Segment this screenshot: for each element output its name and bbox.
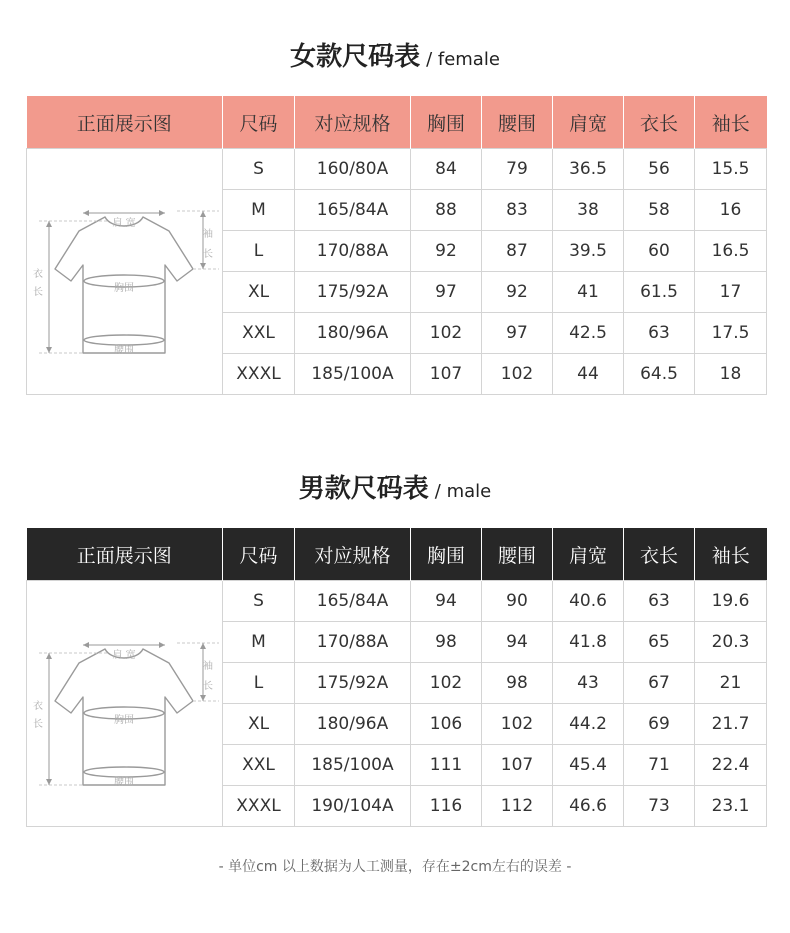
male-title: 男款尺码表 [298, 474, 429, 504]
shoulder-cell: 42.5 [553, 313, 624, 354]
sleeve-cell: 17.5 [695, 313, 767, 354]
sleeve-label-2: 长 [203, 680, 213, 692]
header-size: 尺码 [223, 96, 295, 149]
sleeve-label-1: 袖 [203, 660, 213, 672]
waist-cell: 90 [482, 581, 553, 622]
spec-cell: 185/100A [295, 354, 411, 395]
tshirt-icon [27, 609, 223, 799]
tshirt-icon [27, 177, 223, 367]
size-cell: XXXL [223, 786, 295, 827]
waist-cell: 107 [482, 745, 553, 786]
table-row [27, 581, 767, 622]
measurement-footnote: - 单位cm 以上数据为人工测量，存在±2cm左右的误差 - [218, 859, 572, 875]
header-spec: 对应规格 [295, 96, 411, 149]
spec-cell: 165/84A [295, 190, 411, 231]
chest-cell: 84 [411, 149, 482, 190]
tshirt-diagram [27, 581, 223, 827]
waist-cell: 102 [482, 704, 553, 745]
chest-label: 胸围 [114, 714, 134, 726]
chest-cell: 102 [411, 313, 482, 354]
sleeve-cell: 16 [695, 190, 767, 231]
female-title: 女款尺码表 [290, 42, 421, 72]
sleeve-cell: 18 [695, 354, 767, 395]
length-cell: 67 [624, 663, 695, 704]
shoulder-cell: 40.6 [553, 581, 624, 622]
chest-cell: 88 [411, 190, 482, 231]
sleeve-cell: 22.4 [695, 745, 767, 786]
shoulder-cell: 44 [553, 354, 624, 395]
header-front-view: 正面展示图 [27, 96, 223, 149]
size-cell: L [223, 663, 295, 704]
header-chest: 胸围 [411, 96, 482, 149]
size-cell: XL [223, 704, 295, 745]
male-section-title [0, 468, 790, 505]
header-chest: 胸围 [411, 528, 482, 581]
shoulder-cell: 46.6 [553, 786, 624, 827]
header-sleeve: 袖长 [695, 528, 767, 581]
shoulder-cell: 41.8 [553, 622, 624, 663]
shoulder-cell: 36.5 [553, 149, 624, 190]
chest-cell: 107 [411, 354, 482, 395]
shoulder-cell: 38 [553, 190, 624, 231]
chest-cell: 116 [411, 786, 482, 827]
waist-cell: 98 [482, 663, 553, 704]
sleeve-cell: 21.7 [695, 704, 767, 745]
sleeve-cell: 17 [695, 272, 767, 313]
spec-cell: 175/92A [295, 663, 411, 704]
length-cell: 65 [624, 622, 695, 663]
length-cell: 64.5 [624, 354, 695, 395]
tshirt-diagram [27, 149, 223, 395]
waist-cell: 97 [482, 313, 553, 354]
size-cell: XL [223, 272, 295, 313]
length-cell: 58 [624, 190, 695, 231]
length-cell: 69 [624, 704, 695, 745]
shoulder-label: 肩 宽 [112, 649, 136, 661]
waist-label: 腰围 [114, 344, 134, 356]
waist-cell: 83 [482, 190, 553, 231]
length-cell: 71 [624, 745, 695, 786]
sleeve-label-1: 袖 [203, 228, 213, 240]
chest-cell: 98 [411, 622, 482, 663]
chest-cell: 106 [411, 704, 482, 745]
chest-label: 胸围 [114, 282, 134, 294]
spec-cell: 190/104A [295, 786, 411, 827]
waist-cell: 112 [482, 786, 553, 827]
spec-cell: 180/96A [295, 313, 411, 354]
waist-cell: 102 [482, 354, 553, 395]
header-length: 衣长 [624, 96, 695, 149]
chest-cell: 94 [411, 581, 482, 622]
size-cell: XXL [223, 745, 295, 786]
spec-cell: 170/88A [295, 231, 411, 272]
header-shoulder: 肩宽 [553, 528, 624, 581]
length-cell: 63 [624, 581, 695, 622]
size-cell: M [223, 622, 295, 663]
length-label-1: 衣 [33, 700, 43, 712]
waist-cell: 94 [482, 622, 553, 663]
waist-label: 腰围 [114, 776, 134, 788]
header-waist: 腰围 [482, 96, 553, 149]
length-cell: 60 [624, 231, 695, 272]
spec-cell: 170/88A [295, 622, 411, 663]
size-cell: S [223, 581, 295, 622]
size-cell: XXXL [223, 354, 295, 395]
shoulder-cell: 39.5 [553, 231, 624, 272]
male-size-table [26, 528, 767, 827]
female-size-table [26, 96, 767, 395]
length-label-1: 衣 [33, 268, 43, 280]
sleeve-cell: 16.5 [695, 231, 767, 272]
spec-cell: 185/100A [295, 745, 411, 786]
length-cell: 56 [624, 149, 695, 190]
male-subtitle: / male [434, 481, 492, 502]
size-cell: L [223, 231, 295, 272]
chest-cell: 92 [411, 231, 482, 272]
size-cell: S [223, 149, 295, 190]
spec-cell: 180/96A [295, 704, 411, 745]
chest-cell: 111 [411, 745, 482, 786]
male-header-row [27, 528, 767, 581]
sleeve-cell: 20.3 [695, 622, 767, 663]
shoulder-cell: 45.4 [553, 745, 624, 786]
header-front-view: 正面展示图 [27, 528, 223, 581]
sleeve-cell: 19.6 [695, 581, 767, 622]
spec-cell: 165/84A [295, 581, 411, 622]
spec-cell: 175/92A [295, 272, 411, 313]
sleeve-cell: 23.1 [695, 786, 767, 827]
waist-cell: 87 [482, 231, 553, 272]
shoulder-label: 肩 宽 [112, 217, 136, 229]
header-spec: 对应规格 [295, 528, 411, 581]
size-cell: M [223, 190, 295, 231]
shoulder-cell: 43 [553, 663, 624, 704]
chest-cell: 97 [411, 272, 482, 313]
header-length: 衣长 [624, 528, 695, 581]
header-waist: 腰围 [482, 528, 553, 581]
chest-cell: 102 [411, 663, 482, 704]
length-cell: 61.5 [624, 272, 695, 313]
female-subtitle: / female [426, 49, 500, 70]
size-cell: XXL [223, 313, 295, 354]
sleeve-cell: 15.5 [695, 149, 767, 190]
female-header-row [27, 96, 767, 149]
length-cell: 63 [624, 313, 695, 354]
waist-cell: 79 [482, 149, 553, 190]
female-section-title [0, 36, 790, 73]
sleeve-cell: 21 [695, 663, 767, 704]
header-shoulder: 肩宽 [553, 96, 624, 149]
length-label-2: 长 [33, 286, 43, 298]
table-row [27, 149, 767, 190]
shoulder-cell: 44.2 [553, 704, 624, 745]
header-sleeve: 袖长 [695, 96, 767, 149]
length-cell: 73 [624, 786, 695, 827]
length-label-2: 长 [33, 718, 43, 730]
waist-cell: 92 [482, 272, 553, 313]
header-size: 尺码 [223, 528, 295, 581]
sleeve-label-2: 长 [203, 248, 213, 260]
shoulder-cell: 41 [553, 272, 624, 313]
spec-cell: 160/80A [295, 149, 411, 190]
